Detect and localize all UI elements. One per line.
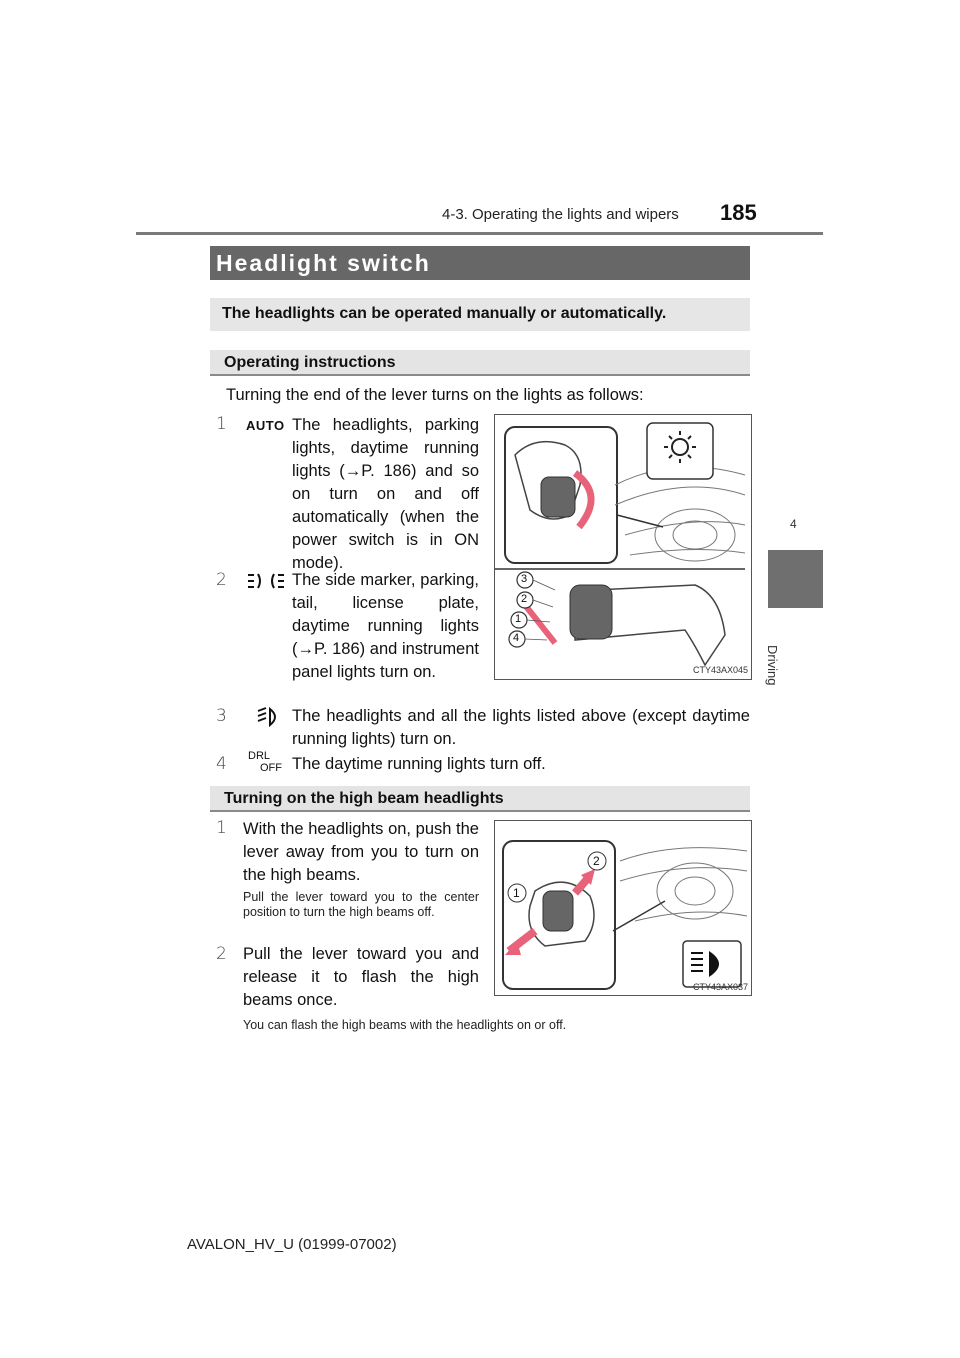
high-beam-heading: Turning on the high beam headlights <box>224 790 504 807</box>
chapter-tab <box>768 550 823 608</box>
document-footer: AVALON_HV_U (01999-07002) <box>187 1236 397 1253</box>
drl-icon-top: DRL <box>248 750 271 762</box>
headlight-switch-figure <box>494 414 752 680</box>
hb-step-number-1: 1 <box>216 818 227 838</box>
chapter-label: Driving <box>765 645 780 686</box>
figure-code: CTY43AX045 <box>693 665 749 675</box>
hb-figure-callout-2: 2 <box>593 854 600 868</box>
step-text-1: The headlights, parking lights, daytime running lights (→P. 186) and so on turn on and off automatically (when the power switch is in ON mode). <box>292 416 479 572</box>
figure-callout-3: 3 <box>521 573 528 585</box>
figure-callout-2: 2 <box>521 593 528 605</box>
step-number-1: 1 <box>216 414 227 434</box>
figure-callout-4: 4 <box>513 632 520 644</box>
headlight-icon <box>256 706 282 728</box>
page-title: Headlight switch <box>216 250 431 276</box>
step-text-4: The daytime running lights turn off. <box>292 755 546 773</box>
intro-text: The headlights can be operated manually or automatically. <box>222 305 667 322</box>
high-beam-figure <box>494 820 752 996</box>
step-number-3: 3 <box>216 706 227 726</box>
section-breadcrumb: 4-3. Operating the lights and wipers <box>442 206 679 223</box>
hb-step-text-2: Pull the lever toward you and release it to flash the high beams once. <box>243 945 479 1009</box>
chapter-number: 4 <box>790 517 797 531</box>
step-number-4: 4 <box>216 754 227 774</box>
hb-step-note-2: You can flash the high beams with the headlights on or off. <box>243 1018 567 1032</box>
operating-lead: Turning the end of the lever turns on the lights as follows: <box>226 386 644 404</box>
hb-figure-code: CTY43AX037 <box>693 982 749 992</box>
hb-step-number-2: 2 <box>216 944 227 964</box>
hb-figure-callout-1: 1 <box>513 886 520 900</box>
hb-step-text-1: With the headlights on, push the lever away from you to turn on the high beams. <box>243 820 479 884</box>
hb-step-note-1: Pull the lever toward you to the center position to turn the high beams off. <box>243 890 479 919</box>
step-text-2: The side marker, parking, tail, license plate, daytime running lights (→P. 186) and instrument panel lights turn on. <box>292 571 479 681</box>
header-divider <box>136 232 823 235</box>
operating-heading: Operating instructions <box>224 354 396 371</box>
step-text-3: The headlights and all the lights listed above (except daytime running lights) turn on. <box>292 707 750 748</box>
side-marker-icon <box>246 570 286 592</box>
page-number: 185 <box>720 200 757 225</box>
drl-icon-bottom: OFF <box>260 762 282 774</box>
drl-off-icon <box>248 750 284 774</box>
figure-callout-1: 1 <box>515 613 522 625</box>
auto-icon: AUTO <box>246 418 285 433</box>
step-number-2: 2 <box>216 570 227 590</box>
